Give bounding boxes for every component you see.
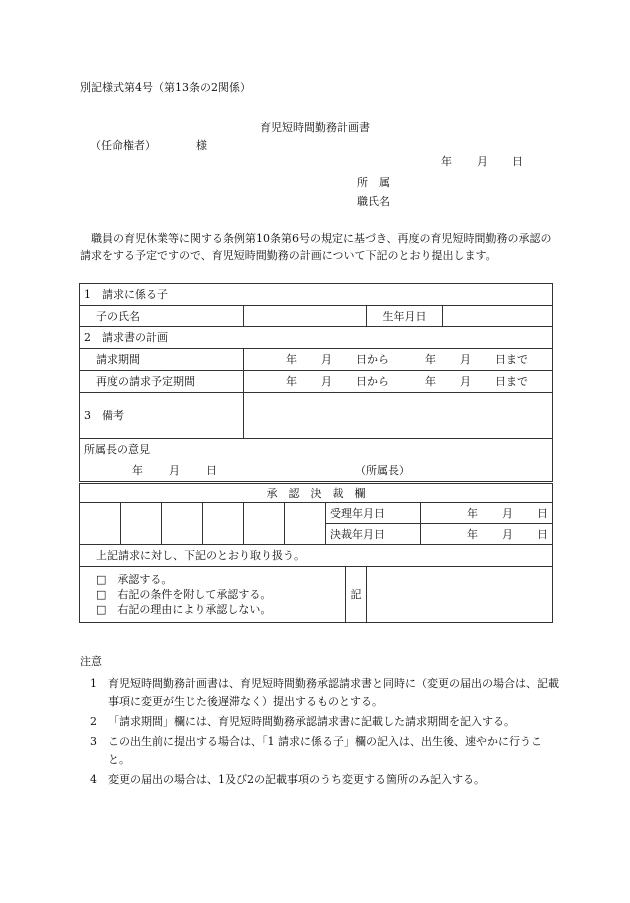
affiliation-label: 所 属 xyxy=(357,176,390,189)
note-item: 1 育児短時間勤務計画書は、育児短時間勤務承認請求書と同時に（変更の届出の場合は、記載事項に変更が生じた後遅滞なく）提出するものとする。 xyxy=(90,677,559,708)
notes-section xyxy=(80,655,560,791)
addressee: （任命権者） xyxy=(90,139,156,152)
note-item: 3 この出生前に提出する場合は、「1 請求に係る子」欄の記入は、出生後、速やかに行うこと。 xyxy=(90,735,542,766)
birthdate-label: 生年月日 xyxy=(367,306,443,327)
approval-stamp-cell[interactable] xyxy=(203,503,244,545)
child-name-label: 子の氏名 xyxy=(80,306,244,327)
date-day: 日 xyxy=(512,155,523,168)
notes-title: 注意 xyxy=(80,655,102,668)
approval-stamp-cell[interactable] xyxy=(121,503,162,545)
director-opinion-label: 所属長の意見 xyxy=(80,439,553,461)
option-reject[interactable]: □ 右記の理由により承認しない。 xyxy=(96,603,272,616)
note-item: 4 変更の届出の場合は、1及び2の記載事項のうち変更する箇所のみ記入する。 xyxy=(90,773,485,786)
received-date-label: 受理年月日 xyxy=(326,503,421,524)
option-approve[interactable]: □ 承認する。 xyxy=(96,573,173,586)
note-item: 2 「請求期間」欄には、育児短時間勤務承認請求書に記載した請求期間を記入する。 xyxy=(90,715,515,728)
option-approve-with-conditions[interactable]: □ 右記の条件を附して承認する。 xyxy=(96,588,272,601)
section-child-title: 1 請求に係る子 xyxy=(80,284,553,306)
request-period-field[interactable]: 年 月 日から 年 月 日まで xyxy=(244,349,553,371)
request-period-label: 請求期間 xyxy=(80,349,244,371)
approval-stamp-cell[interactable] xyxy=(80,503,121,545)
honorific: 様 xyxy=(196,139,207,152)
rerequest-period-field[interactable]: 年 月 日から 年 月 日まで xyxy=(244,371,553,393)
section-plan-title: 2 請求書の計画 xyxy=(80,327,553,349)
approval-header: 承 認 決 裁 欄 xyxy=(80,483,553,503)
decision-date-field[interactable]: 年 月 日 xyxy=(421,524,553,545)
note-field[interactable] xyxy=(367,567,553,623)
approval-stamp-cell[interactable] xyxy=(285,503,326,545)
director-sign: （所属長） xyxy=(355,464,410,478)
birthdate-field[interactable] xyxy=(443,306,553,327)
director-opinion-row[interactable]: 年 月 日 （所属長） xyxy=(80,461,553,483)
remarks-field[interactable] xyxy=(244,393,553,439)
decision-date-label: 決裁年月日 xyxy=(326,524,421,545)
rerequest-period-label: 再度の請求予定期間 xyxy=(80,371,244,393)
form-reference: 別記様式第4号（第13条の2関係） xyxy=(80,81,251,94)
document-title: 育児短時間勤務計画書 xyxy=(260,121,370,134)
child-name-field[interactable] xyxy=(244,306,367,327)
body-text: 職員の育児休業等に関する条例第10条第6号の規定に基づき、再度の育児短時間勤務の承認の請求をする予定ですので、育児短時間勤務の計画について下記のとおり提出します。 xyxy=(80,232,552,262)
date-month: 月 xyxy=(477,155,488,168)
form-table xyxy=(79,283,553,623)
handling-text: 上記請求に対し、下記のとおり取り扱う。 xyxy=(80,545,553,567)
approval-stamp-cell[interactable] xyxy=(244,503,285,545)
decision-options xyxy=(80,567,346,623)
name-label: 職氏名 xyxy=(357,195,390,208)
remarks-label: 3 備考 xyxy=(80,393,244,439)
received-date-field[interactable]: 年 月 日 xyxy=(421,503,553,524)
date-year: 年 xyxy=(441,155,452,168)
approval-stamp-cell[interactable] xyxy=(162,503,203,545)
note-label: 記 xyxy=(346,567,367,623)
